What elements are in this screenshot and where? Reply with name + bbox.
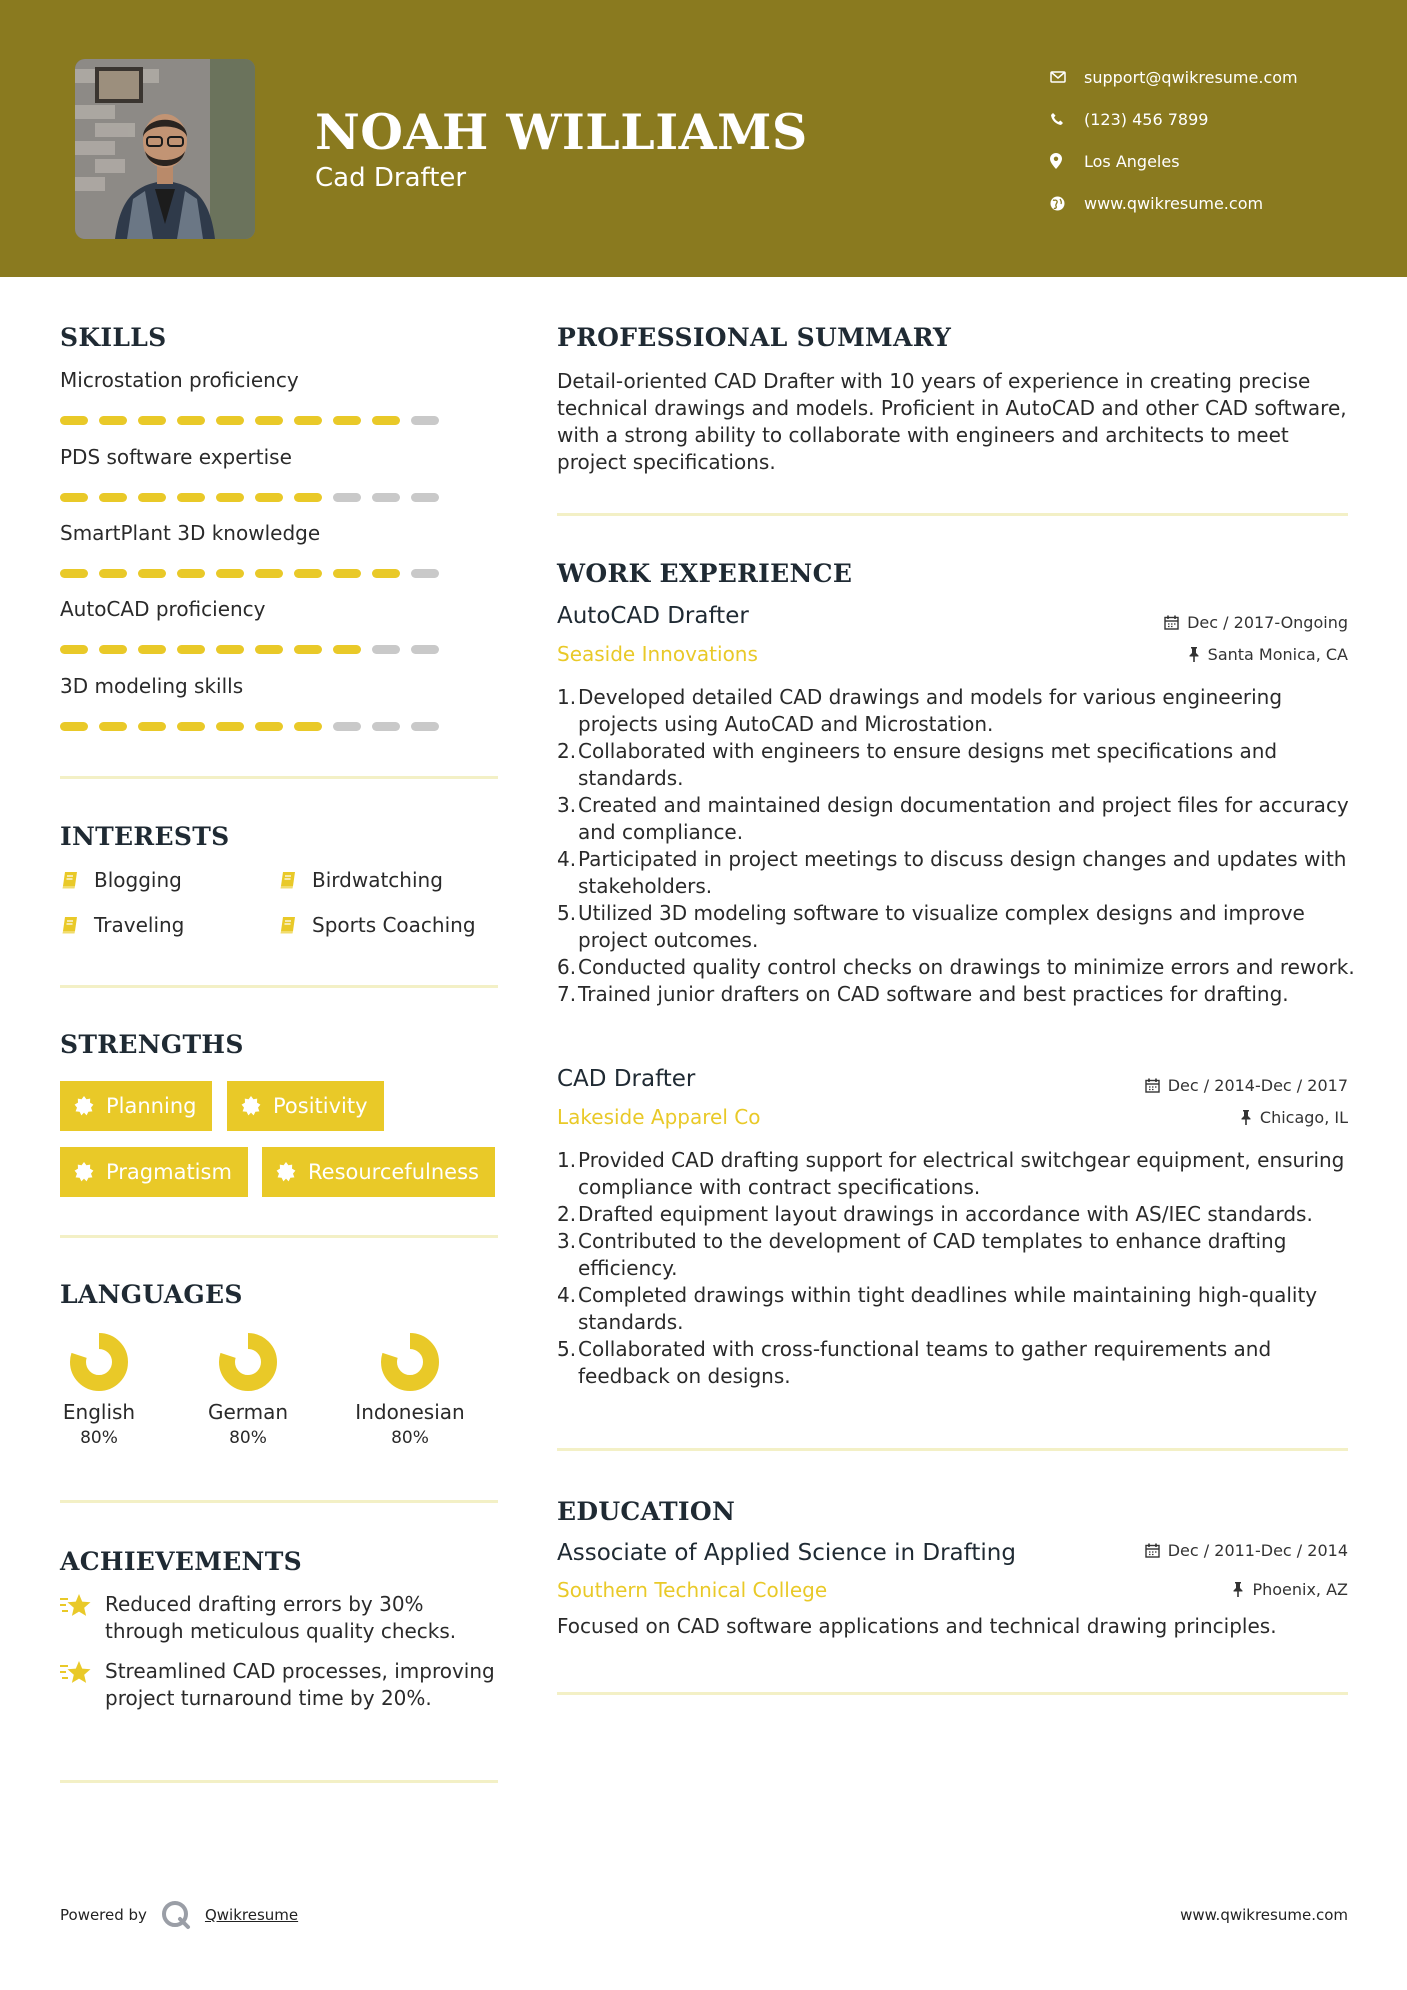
skill-dash-empty: [411, 416, 439, 425]
job-company: Lakeside Apparel Co: [557, 1105, 761, 1129]
badge-icon: [276, 1162, 296, 1182]
experience-heading: WORK EXPERIENCE: [557, 559, 853, 588]
book-icon: [60, 870, 94, 890]
contact-email[interactable]: support@qwikresume.com: [1084, 67, 1298, 87]
skill-dash-filled: [60, 493, 88, 502]
book-icon: [278, 870, 312, 890]
skill-dash-filled: [372, 569, 400, 578]
section-divider: [60, 1780, 498, 1783]
skill-dash-empty: [411, 722, 439, 731]
section-divider: [557, 1692, 1348, 1695]
section-divider: [557, 1448, 1348, 1451]
resume-header: [0, 0, 1407, 277]
skill-dash-filled: [177, 569, 205, 578]
education-heading: EDUCATION: [557, 1497, 736, 1526]
skill-rating: [60, 569, 439, 578]
skill-dash-filled: [255, 569, 283, 578]
skills-heading: SKILLS: [60, 323, 167, 352]
skill-label: Microstation proficiency: [60, 368, 299, 392]
strength-tag: [60, 1081, 212, 1131]
star-icon: [60, 1658, 105, 1712]
qwikresume-link[interactable]: Qwikresume: [204, 1906, 299, 1924]
skill-dash-filled: [333, 416, 361, 425]
contact-location: Los Angeles: [1084, 151, 1180, 171]
calendar-icon: [1145, 1543, 1160, 1558]
language-item: [340, 1332, 480, 1448]
skill-dash-filled: [294, 416, 322, 425]
skill-dash-filled: [177, 722, 205, 731]
profile-photo-graphic: [75, 59, 255, 239]
qwikresume-logo-icon: [161, 1900, 191, 1930]
language-name: Indonesian: [355, 1400, 465, 1424]
badge-icon: [74, 1162, 94, 1182]
achievement-item: [60, 1658, 500, 1712]
calendar-icon: [1145, 1078, 1160, 1093]
skill-label: SmartPlant 3D knowledge: [60, 521, 321, 545]
languages-heading: LANGUAGES: [60, 1280, 243, 1309]
skill-dash-filled: [255, 722, 283, 731]
job-bullet: 7. Trained junior drafters on CAD software and best practices for drafting.: [557, 982, 1289, 1006]
education-description: Focused on CAD software applications and technical drawing principles.: [557, 1614, 1277, 1638]
book-icon: [278, 915, 312, 935]
phone-icon: [1050, 112, 1084, 126]
skill-dash-filled: [99, 493, 127, 502]
skill-dash-filled: [216, 645, 244, 654]
interest-label: Blogging: [94, 868, 182, 892]
interest-item: [60, 913, 184, 937]
strength-tag: [262, 1147, 495, 1197]
skill-dash-filled: [99, 722, 127, 731]
pushpin-icon: [1232, 1582, 1244, 1597]
skill-dash-filled: [255, 645, 283, 654]
education-school: Southern Technical College: [557, 1578, 828, 1602]
achievements-heading: ACHIEVEMENTS: [60, 1547, 302, 1576]
contact-info: [1050, 56, 1298, 224]
achievement-text: Reduced drafting errors by 30% through meticulous quality checks.: [105, 1592, 457, 1643]
achievement-item: [60, 1591, 500, 1645]
skill-dash-filled: [138, 569, 166, 578]
skill-dash-filled: [138, 722, 166, 731]
footer-powered-by: [60, 1900, 298, 1930]
powered-by-label: Powered by: [60, 1906, 147, 1924]
skill-label: AutoCAD proficiency: [60, 597, 266, 621]
footer-website[interactable]: www.qwikresume.com: [1180, 1906, 1348, 1924]
skill-dash-empty: [333, 722, 361, 731]
skill-rating: [60, 416, 439, 425]
skill-dash-empty: [411, 645, 439, 654]
globe-icon: [1050, 196, 1084, 211]
profile-photo: [75, 59, 255, 239]
skill-dash-filled: [216, 493, 244, 502]
education-dates: [1145, 1541, 1348, 1560]
pushpin-icon: [1188, 647, 1200, 662]
language-proficiency-ring: [69, 1332, 129, 1392]
skill-dash-filled: [216, 569, 244, 578]
strength-label: Positivity: [273, 1094, 368, 1118]
language-percent: 80%: [80, 1428, 118, 1448]
candidate-role: Cad Drafter: [315, 163, 467, 193]
skill-dash-filled: [294, 722, 322, 731]
job-dates-text: Dec / 2017-Ongoing: [1187, 613, 1348, 632]
education-dates-text: Dec / 2011-Dec / 2014: [1167, 1541, 1348, 1560]
skill-dash-filled: [294, 493, 322, 502]
interest-item: [278, 913, 476, 937]
section-divider: [557, 513, 1348, 516]
job-bullet: 2. Collaborated with engineers to ensure designs met specifications and standards.: [557, 739, 1278, 790]
skill-dash-filled: [255, 493, 283, 502]
contact-location-row: [1050, 140, 1298, 182]
education-location: [1232, 1580, 1348, 1599]
contact-phone: (123) 456 7899: [1084, 109, 1209, 129]
strength-tag: [60, 1147, 248, 1197]
interest-label: Traveling: [94, 913, 185, 937]
skill-rating: [60, 645, 439, 654]
contact-website-row[interactable]: [1050, 182, 1298, 224]
skill-dash-empty: [411, 569, 439, 578]
job-location-text: Chicago, IL: [1259, 1108, 1348, 1127]
skill-dash-empty: [333, 493, 361, 502]
skill-dash-filled: [138, 416, 166, 425]
skill-dash-filled: [99, 569, 127, 578]
skill-dash-filled: [255, 416, 283, 425]
job-bullet: 1. Developed detailed CAD drawings and models for various engineering projects using AutoCAD and Microstation.: [557, 685, 1283, 736]
job-bullet: 4. Completed drawings within tight deadlines while maintaining high-quality standards.: [557, 1283, 1318, 1334]
skill-dash-empty: [372, 645, 400, 654]
envelope-icon: [1050, 71, 1084, 83]
language-percent: 80%: [391, 1428, 429, 1448]
job-title: AutoCAD Drafter: [557, 603, 749, 629]
skill-dash-empty: [372, 493, 400, 502]
skill-rating: [60, 722, 439, 731]
skill-dash-filled: [60, 569, 88, 578]
skill-dash-filled: [294, 569, 322, 578]
skill-dash-filled: [60, 645, 88, 654]
skill-dash-filled: [60, 722, 88, 731]
skill-dash-filled: [99, 645, 127, 654]
skill-dash-filled: [216, 722, 244, 731]
skill-dash-empty: [372, 722, 400, 731]
job-dates: [1145, 1076, 1348, 1095]
strength-label: Planning: [106, 1094, 197, 1118]
section-divider: [60, 985, 498, 988]
skill-dash-filled: [177, 493, 205, 502]
job-bullets: [557, 1147, 1357, 1390]
skill-dash-filled: [60, 416, 88, 425]
skill-dash-filled: [372, 416, 400, 425]
skill-dash-filled: [138, 493, 166, 502]
job-bullet: 6. Conducted quality control checks on drawings to minimize errors and rework.: [557, 955, 1355, 979]
interest-item: [60, 868, 182, 892]
job-bullet: 3. Created and maintained design documentation and project files for accuracy and compliance.: [557, 793, 1349, 844]
achievement-text: Streamlined CAD processes, improving project turnaround time by 20%.: [105, 1659, 495, 1710]
language-name: English: [62, 1400, 136, 1424]
strengths-heading: STRENGTHS: [60, 1030, 244, 1059]
language-item: [29, 1332, 169, 1448]
skill-label: PDS software expertise: [60, 445, 292, 469]
job-bullet: 3. Contributed to the development of CAD templates to enhance drafting efficiency.: [557, 1229, 1287, 1280]
skill-dash-filled: [99, 416, 127, 425]
job-dates-text: Dec / 2014-Dec / 2017: [1167, 1076, 1348, 1095]
badge-icon: [74, 1096, 94, 1116]
language-name: German: [207, 1400, 289, 1424]
candidate-name: NOAH WILLIAMS: [315, 103, 808, 161]
section-divider: [60, 776, 498, 779]
job-title: CAD Drafter: [557, 1066, 696, 1092]
skill-rating: [60, 493, 439, 502]
language-percent: 80%: [229, 1428, 267, 1448]
job-location: [1188, 645, 1348, 664]
job-bullets: [557, 684, 1357, 1008]
job-company: Seaside Innovations: [557, 642, 758, 666]
education-degree: Associate of Applied Science in Drafting: [557, 1540, 1016, 1566]
skill-dash-filled: [333, 569, 361, 578]
contact-phone-row: [1050, 98, 1298, 140]
skill-dash-filled: [177, 645, 205, 654]
education-location-text: Phoenix, AZ: [1252, 1580, 1348, 1599]
interest-label: Birdwatching: [312, 868, 443, 892]
job-bullet: 1. Provided CAD drafting support for electrical switchgear equipment, ensuring compliance with contract specifications.: [557, 1148, 1345, 1199]
summary-heading: PROFESSIONAL SUMMARY: [557, 323, 952, 352]
skill-dash-filled: [177, 416, 205, 425]
skill-dash-empty: [411, 493, 439, 502]
job-bullet: 2. Drafted equipment layout drawings in accordance with AS/IEC standards.: [557, 1202, 1313, 1226]
strength-label: Resourcefulness: [308, 1160, 479, 1184]
language-item: [178, 1332, 318, 1448]
strength-tag: [227, 1081, 384, 1131]
contact-email-row[interactable]: [1050, 56, 1298, 98]
job-location-text: Santa Monica, CA: [1207, 645, 1348, 664]
interest-item: [278, 868, 443, 892]
map-pin-icon: [1050, 153, 1084, 169]
badge-icon: [241, 1096, 261, 1116]
job-bullet: 5. Collaborated with cross-functional teams to gather requirements and feedback on designs.: [557, 1337, 1272, 1388]
language-proficiency-ring: [380, 1332, 440, 1392]
skill-dash-filled: [216, 416, 244, 425]
skill-dash-filled: [294, 645, 322, 654]
section-divider: [60, 1500, 498, 1503]
pushpin-icon: [1240, 1110, 1252, 1125]
section-divider: [60, 1235, 498, 1238]
job-dates: [1164, 613, 1348, 632]
skill-label: 3D modeling skills: [60, 674, 244, 698]
star-icon: [60, 1591, 105, 1645]
strength-label: Pragmatism: [106, 1160, 232, 1184]
language-proficiency-ring: [218, 1332, 278, 1392]
job-location: [1240, 1108, 1348, 1127]
interests-heading: INTERESTS: [60, 822, 230, 851]
job-bullet: 4. Participated in project meetings to discuss design changes and updates with stakeholders.: [557, 847, 1347, 898]
job-bullet: 5. Utilized 3D modeling software to visualize complex designs and improve project outcomes.: [557, 901, 1305, 952]
skill-dash-filled: [333, 645, 361, 654]
contact-website[interactable]: www.qwikresume.com: [1084, 193, 1264, 213]
calendar-icon: [1164, 615, 1179, 630]
summary-text: Detail-oriented CAD Drafter with 10 years of experience in creating precise technical drawings and models. Proficient in AutoCAD and other CAD software, with a strong ability to collaborate with engineers and architects to meet project specifications.: [557, 369, 1347, 474]
interest-label: Sports Coaching: [312, 913, 476, 937]
book-icon: [60, 915, 94, 935]
skill-dash-filled: [138, 645, 166, 654]
